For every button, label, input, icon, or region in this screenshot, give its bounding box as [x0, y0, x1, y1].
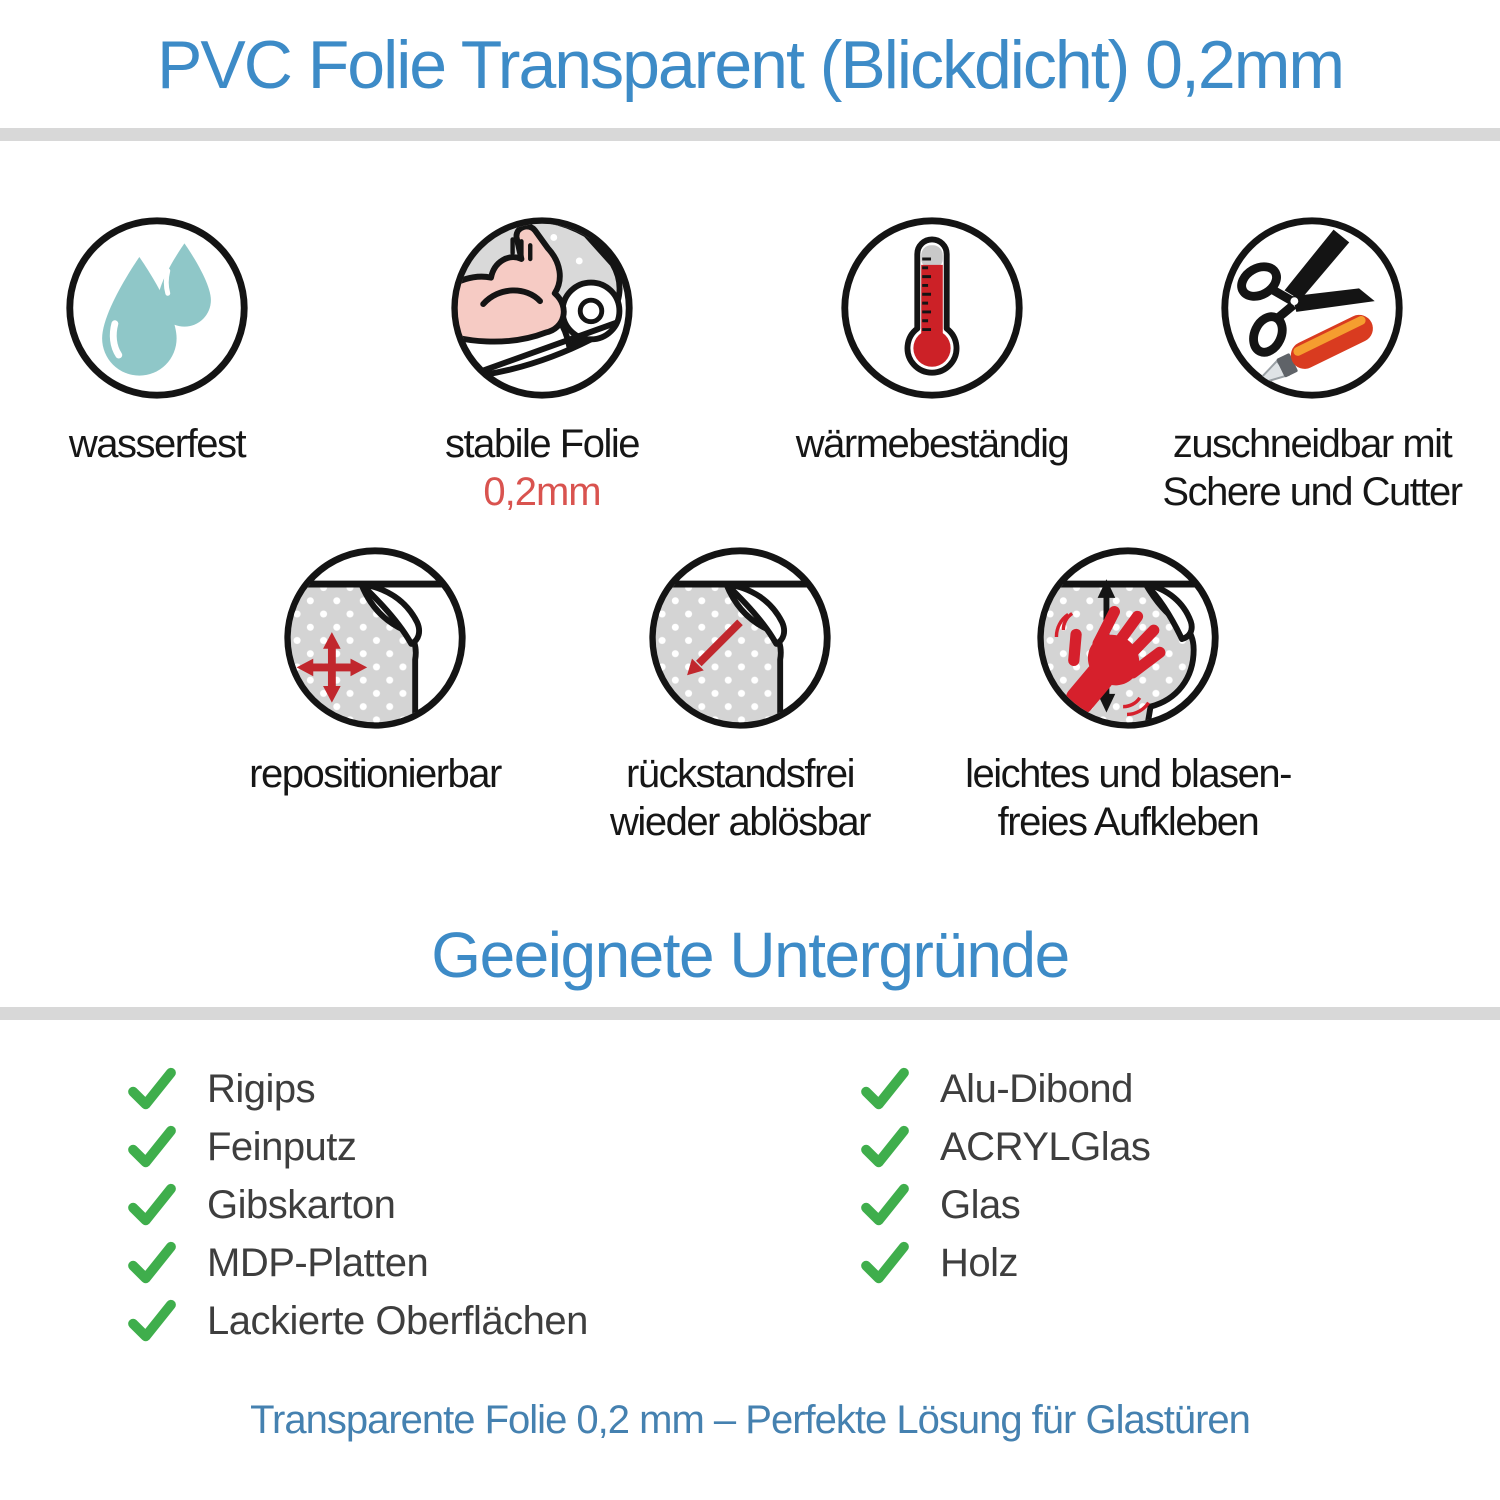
- list-item: [858, 1118, 1150, 1176]
- feature-label-line1: repositionierbar: [249, 752, 501, 796]
- feature-label-line2: wieder ablösbar: [610, 800, 870, 844]
- feature-stabile-folie: [377, 210, 707, 516]
- feature-label-line1: zuschneidbar mit: [1172, 422, 1452, 466]
- check-icon: [858, 1178, 912, 1232]
- check-icon: [125, 1178, 179, 1232]
- list-item-label: Feinputz: [207, 1124, 357, 1169]
- feature-label-line1: wärmebeständig: [795, 422, 1069, 466]
- feature-label-line1: wasserfest: [68, 422, 246, 466]
- feature-label: [210, 750, 540, 798]
- list-item-label: Glas: [940, 1182, 1021, 1227]
- page-title: PVC Folie Transparent (Blickdicht) 0,2mm: [157, 27, 1343, 103]
- feature-blasenfrei: [963, 540, 1293, 846]
- list-item-label: ACRYLGlas: [940, 1124, 1151, 1169]
- scissors-cutter-icon: [1214, 210, 1410, 406]
- feature-sublabel-thickness: 0,2mm: [483, 470, 601, 514]
- feature-label-line1: leichtes und blasen-: [965, 752, 1291, 796]
- feature-waermebestaendig: [767, 210, 1097, 468]
- list-item: [125, 1292, 588, 1350]
- list-item: [125, 1060, 588, 1118]
- footer-tagline: Transparente Folie 0,2 mm – Perfekte Lösung für Glastüren: [250, 1398, 1250, 1442]
- foil-hand-smoothing-icon: [1030, 540, 1226, 736]
- feature-label: [767, 420, 1097, 468]
- substrates-column-left: [125, 1060, 588, 1350]
- substrates-heading: Geeignete Untergründe: [431, 919, 1069, 991]
- feature-wasserfest: [0, 210, 322, 468]
- list-item: [858, 1176, 1150, 1234]
- thermometer-icon: [834, 210, 1030, 406]
- check-icon: [858, 1236, 912, 1290]
- check-icon: [125, 1294, 179, 1348]
- check-icon: [125, 1236, 179, 1290]
- foil-move-arrows-icon: [277, 540, 473, 736]
- feature-label-line2: Schere und Cutter: [1162, 470, 1462, 514]
- divider-bar-top: [0, 128, 1500, 141]
- list-item-label: Lackierte Oberflächen: [207, 1298, 588, 1343]
- muscle-arm-foil-icon: [444, 210, 640, 406]
- check-icon: [125, 1062, 179, 1116]
- list-item-label: Alu-Dibond: [940, 1066, 1133, 1111]
- list-item-label: Rigips: [207, 1066, 316, 1111]
- list-item: [125, 1234, 588, 1292]
- foil-release-arrow-icon: [642, 540, 838, 736]
- list-item-label: Gibskarton: [207, 1182, 396, 1227]
- list-item: [858, 1060, 1150, 1118]
- substrates-column-right: [858, 1060, 1150, 1292]
- check-icon: [125, 1120, 179, 1174]
- check-icon: [858, 1062, 912, 1116]
- feature-zuschneidbar: [1147, 210, 1477, 516]
- list-item: [125, 1118, 588, 1176]
- feature-label: [0, 420, 322, 468]
- feature-label-line2: freies Aufkleben: [997, 800, 1259, 844]
- feature-rueckstandsfrei: [575, 540, 905, 846]
- feature-label-line1: rückstandsfrei: [626, 752, 854, 796]
- water-drops-icon: [59, 210, 255, 406]
- list-item-label: MDP-Platten: [207, 1240, 429, 1285]
- feature-label: [963, 750, 1293, 846]
- list-item-label: Holz: [940, 1240, 1019, 1285]
- check-icon: [858, 1120, 912, 1174]
- feature-label: [575, 750, 905, 846]
- list-item: [125, 1176, 588, 1234]
- divider-bar-middle: [0, 1007, 1500, 1020]
- feature-label-line1: stabile Folie: [445, 422, 639, 466]
- feature-label: [1147, 420, 1477, 516]
- feature-label: [377, 420, 707, 468]
- feature-repositionierbar: [210, 540, 540, 798]
- list-item: [858, 1234, 1150, 1292]
